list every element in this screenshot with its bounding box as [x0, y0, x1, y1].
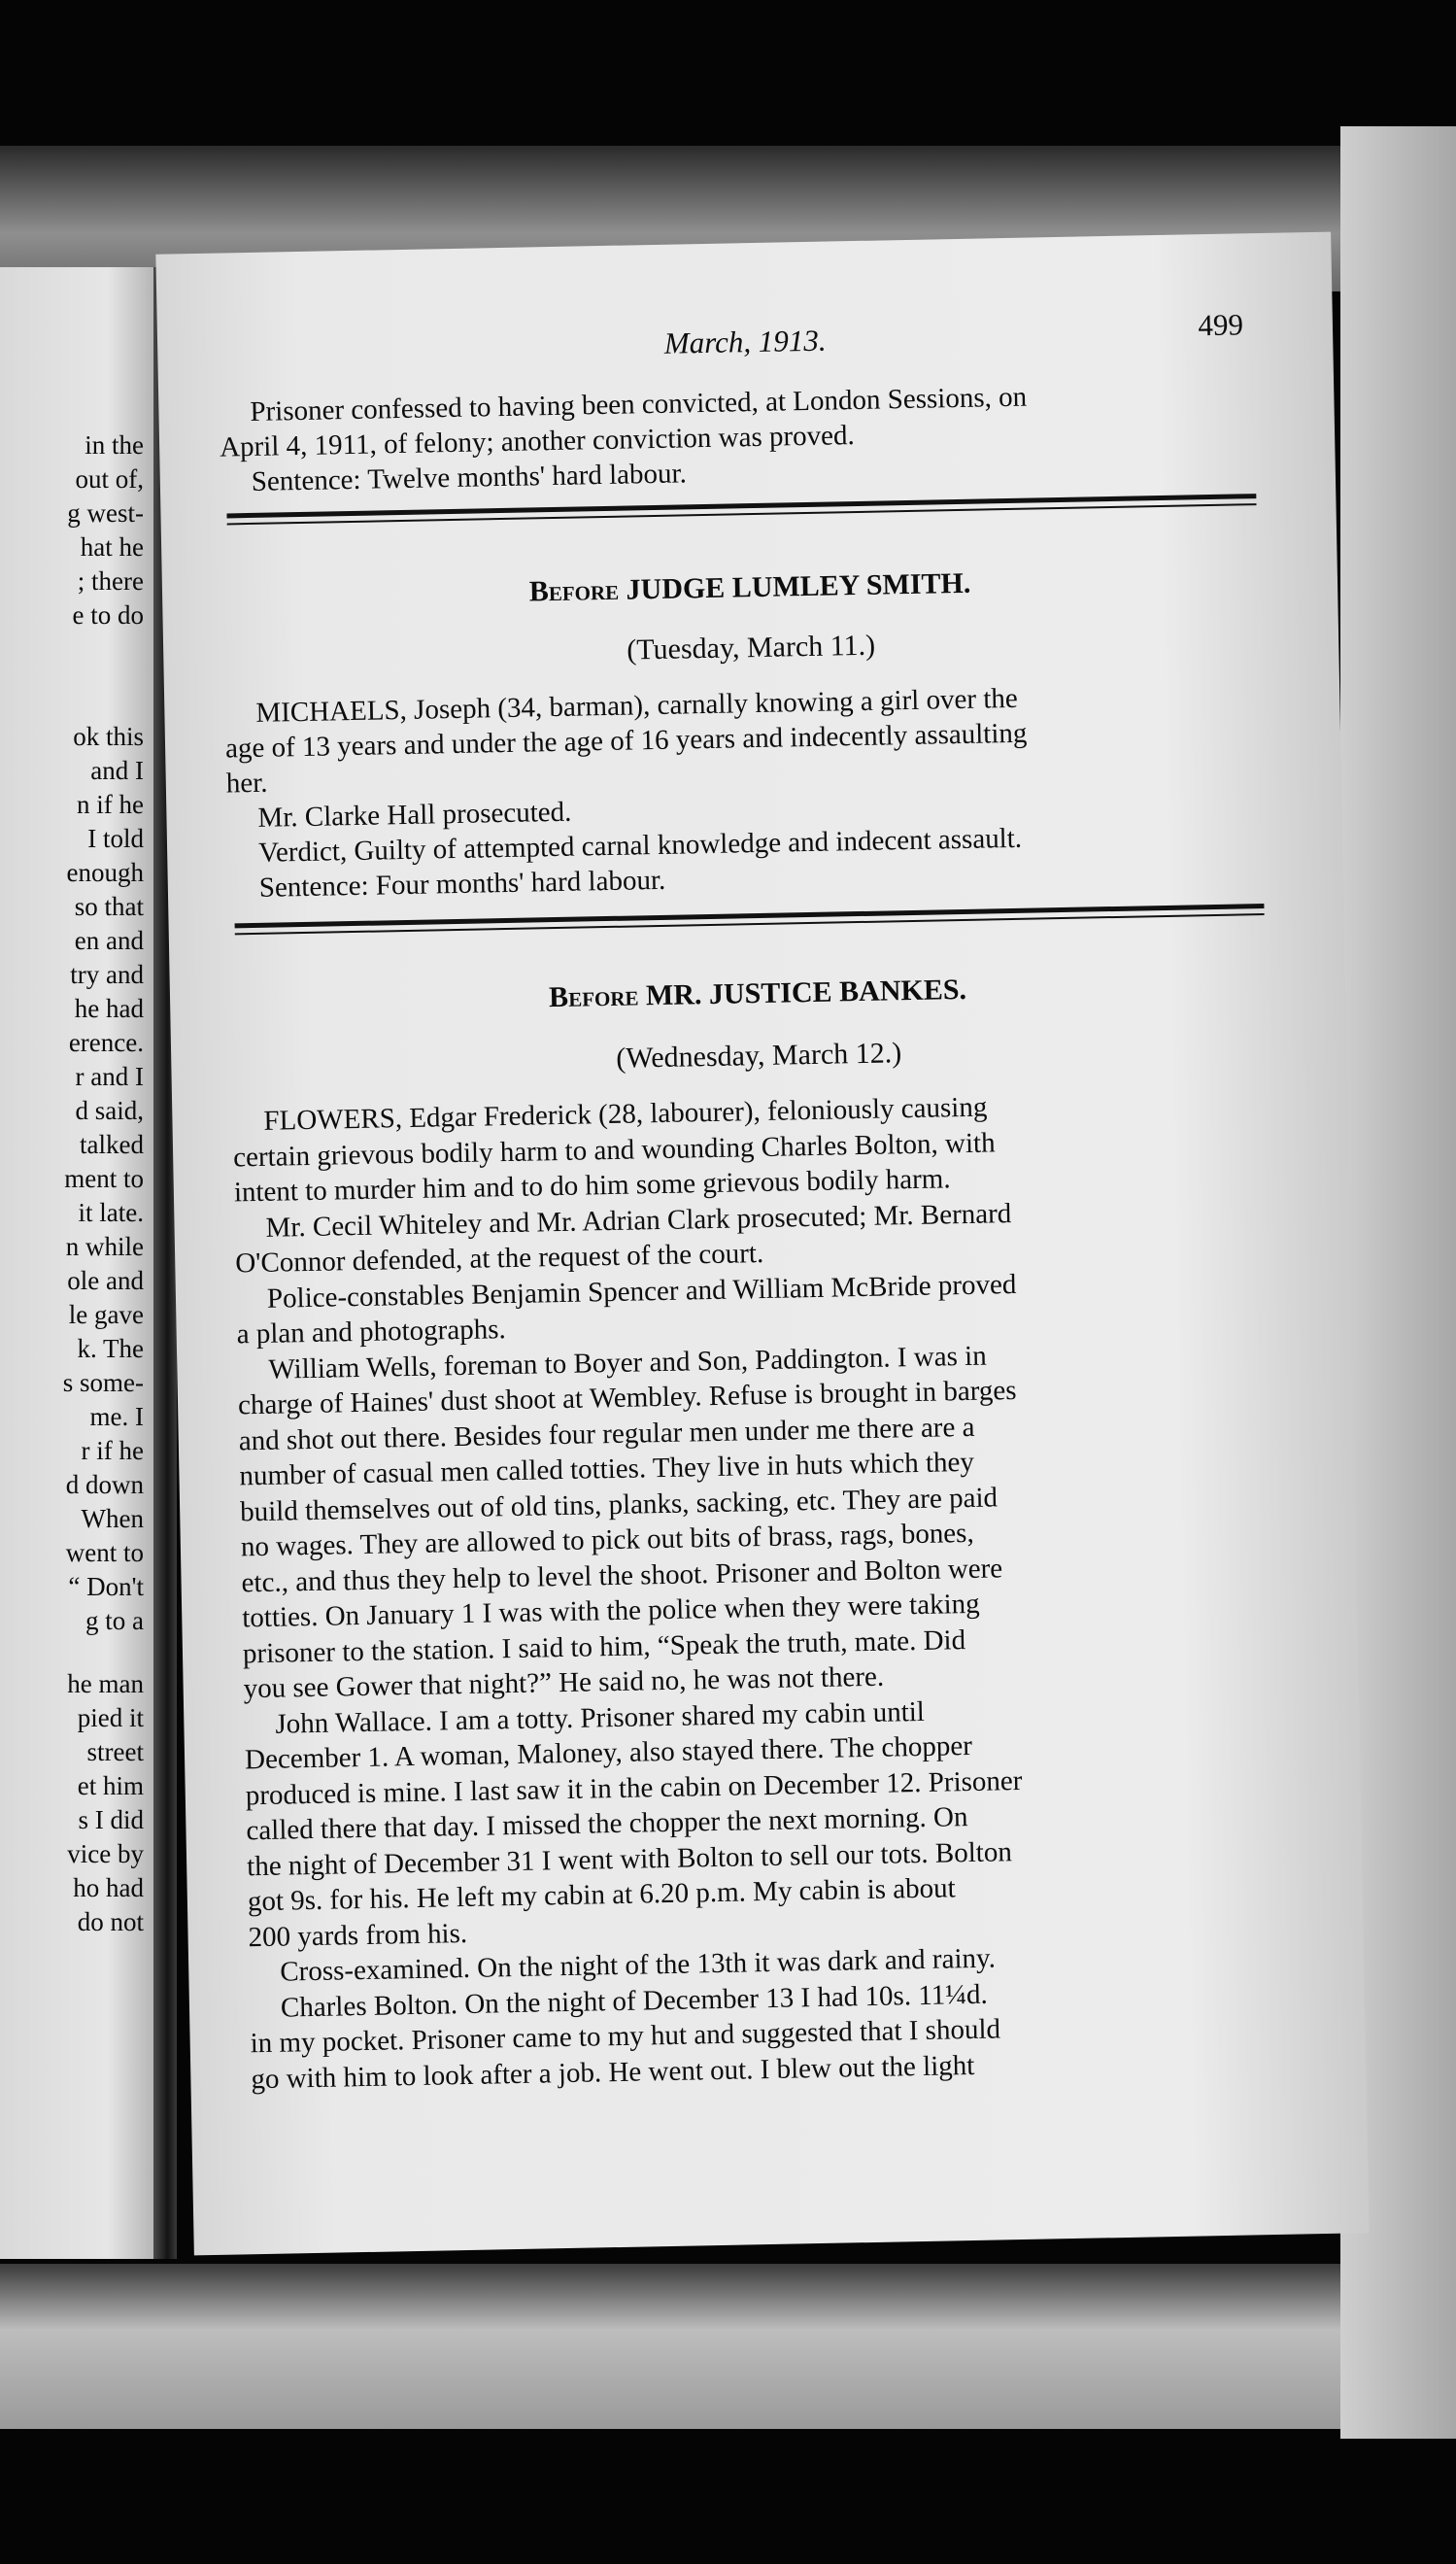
left-page-fragment: r and I — [75, 1062, 144, 1091]
left-page-fragment: r if he — [81, 1436, 144, 1465]
left-page-fragment: When — [81, 1504, 144, 1533]
page-499 — [155, 232, 1369, 2256]
left-page-fragment: ole and — [67, 1266, 144, 1295]
left-page-fragment: s some- — [62, 1368, 144, 1397]
text-line: totties. On January 1 I was with the police when they were taking — [241, 1588, 980, 1634]
left-page-fragment: and I — [90, 756, 144, 785]
left-page-fragment: street — [86, 1737, 144, 1766]
text-line: you see Gower that night?” He said no, he was not there. — [243, 1660, 885, 1705]
text-line: age of 13 years and under the age of 16 years and indecently assaulting — [224, 717, 1028, 765]
court-heading — [162, 563, 1337, 614]
left-page-fragment: n if he — [77, 790, 144, 819]
text-line: Mr. Cecil Whiteley and Mr. Adrian Clark prosecuted; Mr. Bernard — [265, 1197, 1012, 1244]
left-page-fragment: en and — [74, 926, 144, 955]
heading-before: Before — [528, 573, 620, 608]
text-line: O'Connor defended, at the request of the court. — [234, 1237, 764, 1280]
text-line: called there that day. I missed the chopper the next morning. On — [246, 1801, 968, 1847]
text-line: Cross-examined. On the night of the 13th it was dark and rainy. — [279, 1942, 997, 1988]
left-page-fragment: me. I — [89, 1402, 144, 1431]
court-heading — [170, 968, 1345, 1019]
left-page-fragment: talked — [80, 1130, 144, 1159]
text-line: 200 yards from his. — [248, 1917, 468, 1953]
text-line: John Wallace. I am a totty. Prisoner shared my cabin until — [275, 1695, 926, 1740]
text-line: build themselves out of old tins, planks, sacking, etc. They are paid — [239, 1481, 999, 1527]
left-page-fragment: out of, — [75, 464, 144, 494]
text-line: Charles Bolton. On the night of December 13 I had 10s. 11¼d. — [280, 1978, 989, 2024]
running-head: March, 1913. — [663, 323, 827, 360]
left-page-fragment: ment to — [64, 1164, 144, 1193]
left-page-fragment: ; there — [77, 566, 144, 596]
left-page-fragment: he man — [67, 1669, 144, 1698]
left-page-fragment: k. The — [77, 1334, 144, 1363]
left-page-fragment: hat he — [80, 532, 144, 562]
left-page-fragment: et him — [77, 1771, 144, 1800]
left-page-fragment: try and — [70, 960, 144, 989]
text-line: intent to murder him and to do him some grievous bodily harm. — [233, 1163, 951, 1209]
text-line: Verdict, Guilty of attempted carnal knowledge and indecent assault. — [257, 822, 1023, 869]
left-page-fragment: ho had — [73, 1873, 144, 1902]
text-line: number of casual men called totties. They live in huts which they — [239, 1446, 975, 1492]
left-page-fragment: e to do — [72, 600, 144, 630]
left-page-fragment: enough — [66, 858, 144, 887]
left-page-fragment: so that — [74, 892, 144, 921]
left-page-fragment: erence. — [68, 1028, 144, 1057]
text-line: Mr. Clarke Hall prosecuted. — [257, 796, 572, 834]
left-page-fragment: went to — [65, 1538, 144, 1567]
judge-name: JUDGE LUMLEY SMITH. — [626, 566, 971, 606]
page-number: 499 — [1198, 307, 1244, 343]
left-page-fragment: d down — [65, 1470, 144, 1499]
text-line: William Wells, foreman to Boyer and Son, Paddington. I was in — [268, 1340, 987, 1385]
left-page-fragment: vice by — [67, 1839, 144, 1868]
sitting-date: (Wednesday, March 12.) — [616, 1037, 902, 1075]
text-line: her. — [225, 767, 268, 800]
sitting-date: (Tuesday, March 11.) — [626, 629, 876, 667]
text-line: etc., and thus they help to level the shoot. Prisoner and Bolton were — [241, 1552, 1003, 1598]
left-page-fragment: he had — [74, 994, 144, 1023]
left-page-fragment: g to a — [85, 1606, 144, 1635]
text-line: December 1. A woman, Maloney, also stayed there. The chopper — [244, 1729, 973, 1776]
text-line: April 4, 1911, of felony; another conviction was proved. — [219, 420, 856, 463]
text-line: Police-constables Benjamin Spencer and William McBride proved — [266, 1268, 1017, 1315]
left-page-fragment: in the — [85, 430, 144, 460]
text-line: and shot out there. Besides four regular men under me there are a — [238, 1411, 975, 1456]
left-page-fragment: I told — [87, 824, 144, 853]
text-line: got 9s. for his. He left my cabin at 6.20 p.m. My cabin is about — [247, 1872, 956, 1918]
text-line: the night of December 31 I went with Bolton to sell our tots. Bolton — [246, 1835, 1013, 1882]
text-line: prisoner to the station. I said to him, “Speak the truth, mate. Did — [242, 1624, 966, 1669]
text-line: certain grievous bodily harm to and wounding Charles Bolton, with — [232, 1126, 996, 1173]
left-page-fragment: g west- — [67, 498, 144, 528]
heading-before: Before — [548, 979, 639, 1014]
backdrop-bottom — [0, 2264, 1456, 2429]
text-line: charge of Haines' dust shoot at Wembley. Refuse is brought in barges — [237, 1375, 1017, 1421]
text-line: MICHAELS, Joseph (34, barman), carnally knowing a girl over the — [255, 682, 1019, 729]
judge-name: MR. JUSTICE BANKES. — [645, 973, 967, 1012]
text-line: a plan and photographs. — [236, 1314, 506, 1350]
text-line: go with him to look after a job. He went out. I blew out the light — [251, 2049, 975, 2095]
left-page-fragment: ok this — [73, 722, 144, 751]
text-line: Sentence: Four months' hard labour. — [258, 864, 666, 904]
left-facing-page — [0, 267, 153, 2259]
text-line: Sentence: Twelve months' hard labour. — [251, 458, 688, 497]
text-line: FLOWERS, Edgar Frederick (28, labourer), feloniously causing — [263, 1091, 988, 1137]
text-line: no wages. They are allowed to pick out bits of brass, rags, bones, — [240, 1517, 974, 1563]
left-page-fragment: pied it — [77, 1703, 144, 1732]
left-page-fragment: do not — [77, 1907, 144, 1936]
left-page-fragment: d said, — [75, 1096, 144, 1125]
left-page-fragment: le gave — [68, 1300, 144, 1329]
left-page-fragment: n while — [65, 1232, 144, 1261]
left-page-fragment: s I did — [78, 1805, 144, 1834]
left-page-fragment: “ Don't — [68, 1572, 144, 1601]
left-page-fragment: it late. — [78, 1198, 144, 1227]
text-line: in my pocket. Prisoner came to my hut and suggested that I should — [250, 2013, 1001, 2060]
text-line: Prisoner confessed to having been convicted, at London Sessions, on — [250, 381, 1028, 427]
text-line: produced is mine. I last saw it in the cabin on December 12. Prisoner — [245, 1764, 1023, 1811]
